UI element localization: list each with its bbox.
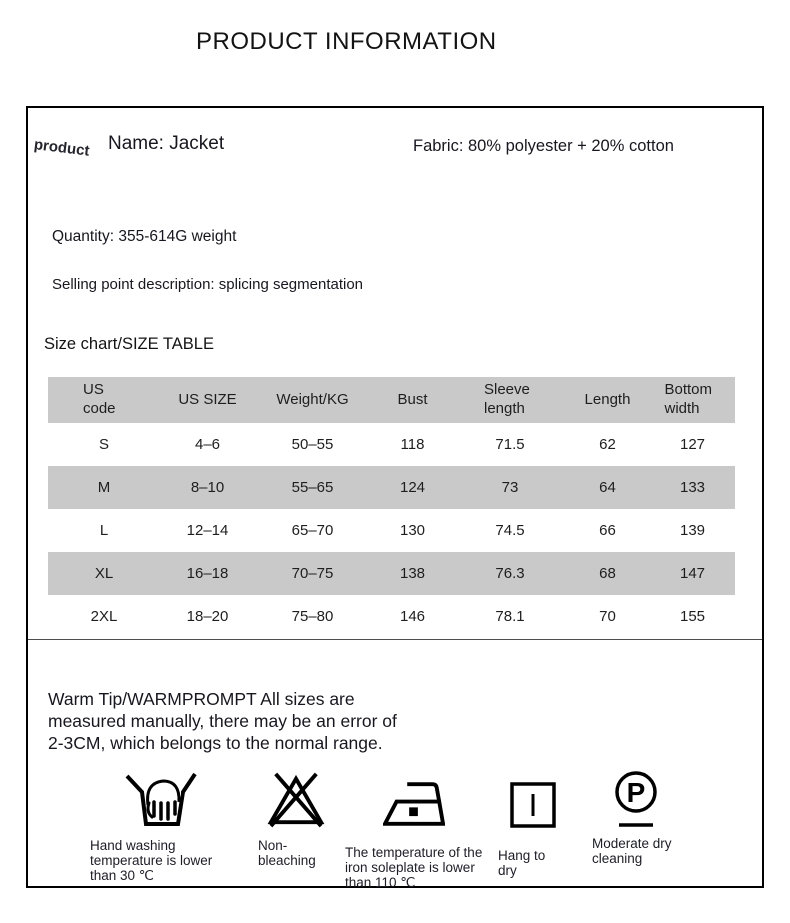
size-cell: 130: [399, 522, 426, 539]
dry-clean-p-icon: [592, 770, 704, 836]
care-label: Moderate dry cleaning: [592, 836, 672, 866]
column-header: Weight/KG: [255, 377, 370, 423]
column-header: US code: [48, 377, 160, 423]
care-item-dry-clean: [592, 770, 704, 866]
size-cell: 68: [565, 552, 650, 595]
size-cell: 4–6: [194, 436, 221, 453]
care-item-iron: [345, 770, 487, 890]
size-cell: 124: [370, 466, 455, 509]
size-cell: S: [98, 436, 109, 453]
size-cell: 55–65: [255, 466, 370, 509]
hand-wash-icon: [90, 772, 242, 838]
warm-tip-line: 2-3CM, which belongs to the normal range.: [48, 733, 383, 753]
care-item-hand-wash: [90, 770, 242, 883]
size-cell: 73: [455, 466, 565, 509]
size-cell: 146: [399, 608, 426, 625]
column-header: US SIZE: [160, 377, 255, 423]
page-title: PRODUCT INFORMATION: [196, 28, 497, 55]
size-row: [48, 509, 735, 552]
size-cell: 139: [679, 522, 706, 539]
size-cell: 2XL: [90, 608, 118, 625]
size-cell: 71.5: [495, 436, 525, 453]
size-cell: 133: [650, 466, 735, 509]
warm-tip-line: Warm Tip/WARMPROMPT All sizes are: [48, 689, 355, 709]
svg-text:P: P: [626, 777, 646, 808]
hang-dry-icon: [498, 782, 560, 848]
size-cell: 118: [400, 436, 425, 453]
size-cell: 138: [370, 552, 455, 595]
care-label: Hand washing temperature is lower than 30 ℃: [90, 838, 213, 883]
size-cell: 70: [599, 608, 616, 625]
product-badge: product: [32, 136, 91, 160]
size-cell: 74.5: [495, 522, 525, 539]
size-cell: 64: [565, 466, 650, 509]
care-label: Non-bleaching: [258, 838, 316, 868]
column-header: Sleeve length: [455, 377, 565, 423]
product-fabric: Fabric: 80% polyester + 20% cotton: [413, 137, 674, 155]
care-item-hang-dry: [498, 770, 560, 878]
size-cell: M: [48, 466, 160, 509]
care-label: The temperature of the iron soleplate is lower than 110 ℃: [345, 845, 483, 890]
size-cell: XL: [48, 552, 160, 595]
no-bleach-icon: [258, 772, 330, 838]
size-cell: L: [99, 522, 109, 539]
size-cell: 16–18: [160, 552, 255, 595]
section-divider: [28, 639, 762, 640]
product-selling-point: Selling point description: splicing segmentation: [52, 276, 364, 293]
size-cell: 147: [650, 552, 735, 595]
size-cell: 12–14: [186, 522, 229, 539]
size-cell: 50–55: [291, 436, 334, 453]
size-cell: 66: [599, 522, 616, 539]
product-name: Name: Jacket: [108, 133, 225, 154]
column-header: Length: [565, 377, 650, 423]
column-header: Bottom width: [650, 377, 735, 423]
size-cell: 62: [599, 436, 616, 453]
size-row: [48, 595, 735, 638]
size-cell: 8–10: [160, 466, 255, 509]
size-table: [48, 377, 735, 638]
column-header: Bust: [370, 377, 455, 423]
size-cell: 155: [679, 608, 706, 625]
care-label: Hang to dry: [498, 848, 546, 878]
size-row: [48, 423, 735, 466]
size-table-header-row: [48, 377, 735, 423]
product-quantity: Quantity: 355-614G weight: [52, 228, 237, 245]
warm-tip-text: [48, 688, 397, 754]
iron-temp-icon: [345, 779, 487, 845]
care-item-no-bleach: [258, 770, 330, 868]
size-cell: 18–20: [186, 608, 229, 625]
size-cell: 78.1: [495, 608, 525, 625]
size-cell: 75–80: [291, 608, 334, 625]
size-row: [48, 466, 735, 509]
size-cell: 70–75: [255, 552, 370, 595]
warm-tip-line: measured manually, there may be an error of: [48, 711, 397, 731]
size-cell: 127: [679, 436, 706, 453]
size-row: [48, 552, 735, 595]
size-cell: 65–70: [291, 522, 334, 539]
size-cell: 76.3: [455, 552, 565, 595]
size-chart-heading: Size chart/SIZE TABLE: [44, 335, 214, 353]
content-frame: [26, 106, 764, 888]
